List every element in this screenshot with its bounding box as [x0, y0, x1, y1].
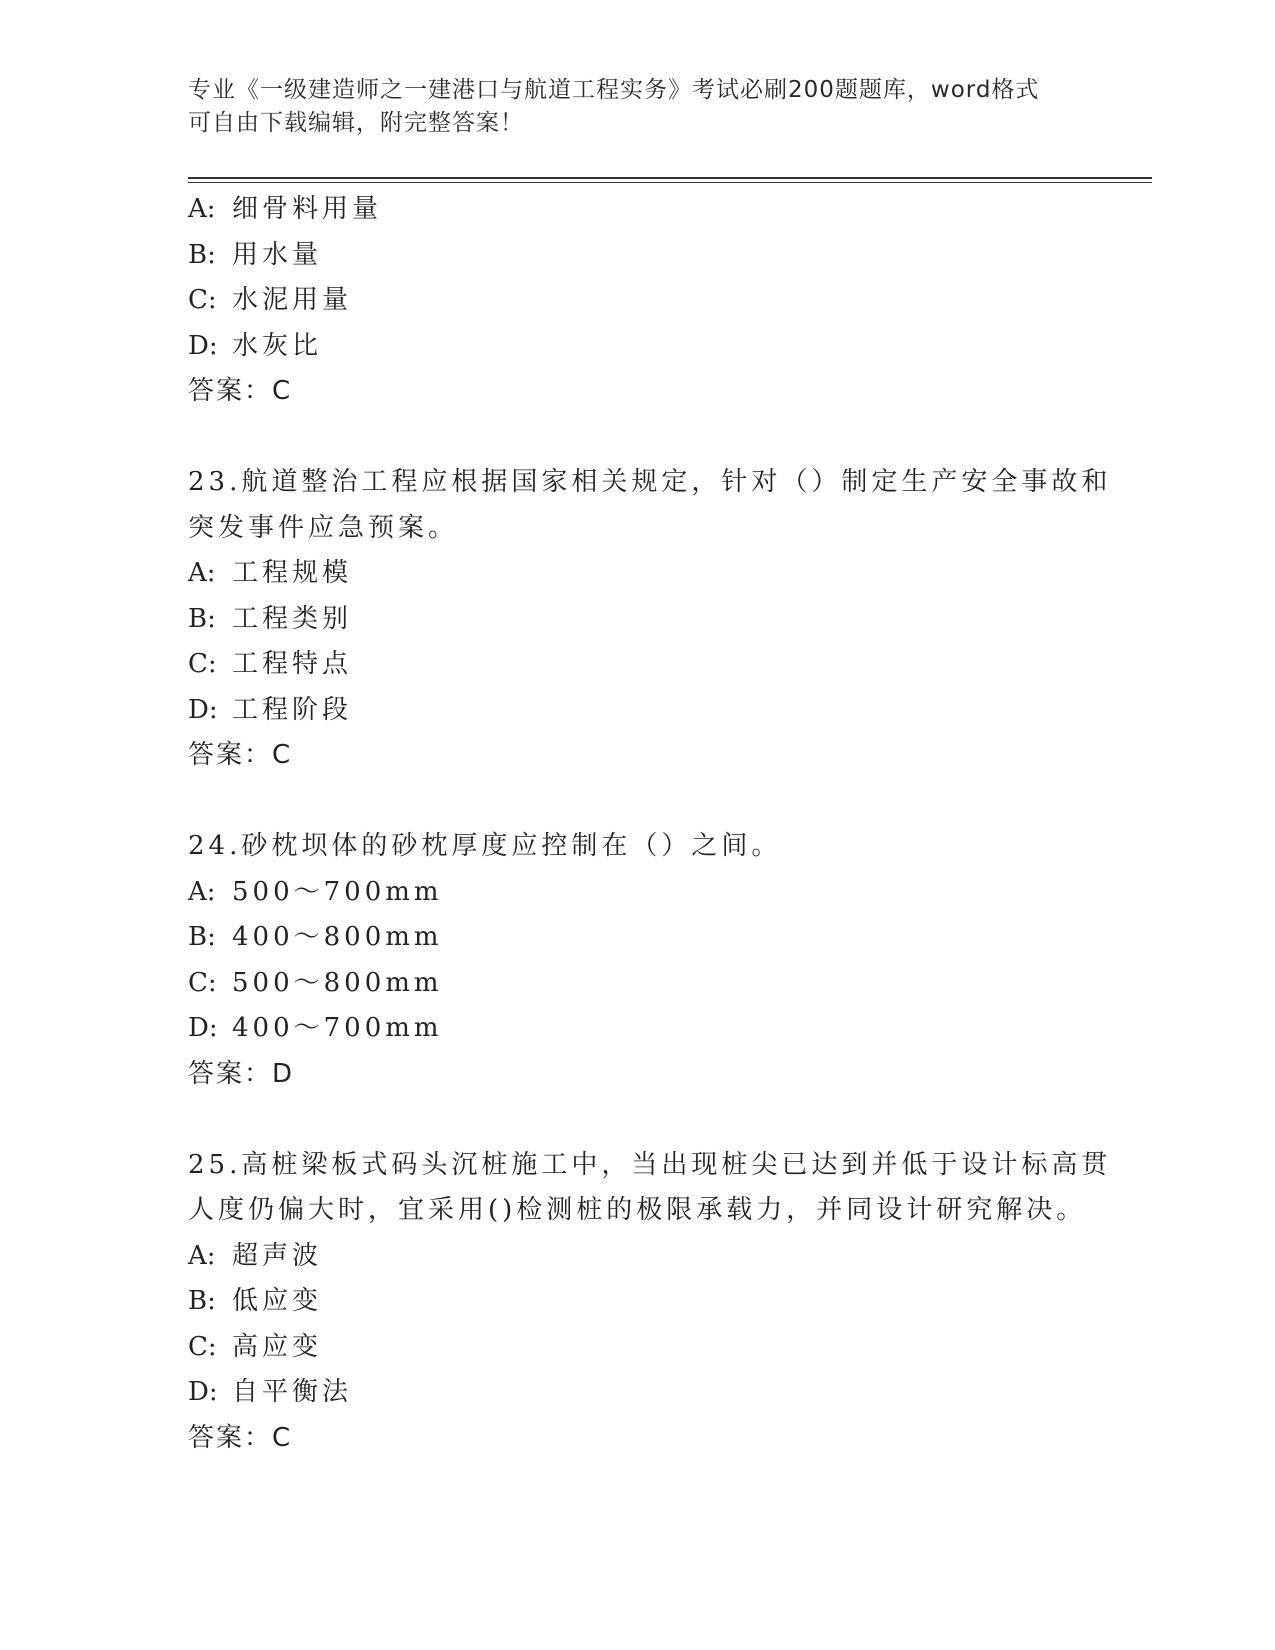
option-b	[188, 915, 1088, 961]
answer-label: 答案：	[188, 376, 273, 406]
answer-label: 答案：	[188, 740, 273, 770]
question-list	[188, 187, 1112, 1461]
answer-line	[188, 369, 1088, 415]
option-text: 500～700mm	[232, 876, 443, 907]
answer-label: 答案：	[188, 1422, 273, 1453]
option-b	[188, 597, 1088, 643]
option-c	[188, 1325, 1088, 1371]
option-d	[188, 688, 1088, 734]
answer-value: D	[272, 1058, 293, 1089]
option-d	[188, 1370, 1088, 1416]
option-text: 400～700mm	[232, 1013, 443, 1043]
question-block-22	[188, 187, 1088, 415]
question-text-line: 23.航道整治工程应根据国家相关规定，针对（）制定生产安全事故和	[188, 467, 1112, 497]
option-text: 工程规模	[232, 558, 353, 588]
question-text-line: 突发事件应急预案。	[188, 512, 459, 543]
option-key: B:	[188, 603, 216, 634]
option-key: A:	[188, 876, 216, 907]
answer-value: C	[272, 740, 291, 770]
option-key: B:	[188, 922, 216, 952]
answer-value: C	[272, 376, 291, 406]
option-text: 工程特点	[232, 649, 353, 679]
option-a	[188, 551, 1088, 597]
option-b	[188, 233, 1088, 279]
option-d	[188, 324, 1088, 370]
header-title-line-2: 可自由下载编辑，附完整答案！	[188, 110, 524, 136]
question-block-25	[188, 1143, 1112, 1462]
answer-label: 答案：	[188, 1058, 273, 1089]
option-key: C:	[188, 285, 217, 315]
question-block-24	[188, 824, 1088, 1097]
option-text: 水灰比	[232, 330, 323, 361]
option-text: 工程阶段	[232, 694, 353, 725]
option-key: D:	[188, 1013, 218, 1043]
option-text: 用水量	[232, 239, 323, 270]
option-key: C:	[188, 649, 217, 679]
option-text: 工程类别	[232, 603, 353, 634]
answer-value: C	[272, 1422, 291, 1453]
page-header	[188, 74, 1068, 140]
option-text: 400～800mm	[232, 922, 443, 952]
option-key: D:	[188, 330, 218, 361]
question-block-23	[188, 460, 1112, 779]
answer-line	[188, 733, 1088, 779]
question-text-line: 24.砂枕坝体的砂枕厚度应控制在（）之间。	[188, 831, 782, 861]
option-text: 500～800mm	[232, 967, 443, 998]
option-key: D:	[188, 694, 218, 725]
option-b	[188, 1279, 1088, 1325]
question-text-line: 人度仍偏大时，宜采用()检测桩的极限承载力，并同设计研究解决。	[188, 1195, 1087, 1225]
option-text: 水泥用量	[232, 285, 353, 315]
header-title-line-1: 专业《一级建造师之一建港口与航道工程实务》考试必刷200题题库，word格式	[188, 77, 1040, 103]
option-text: 低应变	[232, 1286, 323, 1316]
option-c	[188, 642, 1088, 688]
option-key: B:	[188, 239, 216, 270]
header-divider	[188, 177, 1152, 183]
option-d	[188, 1006, 1088, 1052]
option-c	[188, 961, 1088, 1007]
answer-line	[188, 1052, 1088, 1098]
option-key: A:	[188, 1240, 216, 1271]
question-text-line: 25.高桩梁板式码头沉桩施工中，当出现桩尖已达到并低于设计标高贯	[188, 1149, 1112, 1180]
option-a	[188, 187, 1088, 233]
option-key: C:	[188, 1331, 217, 1362]
option-key: C:	[188, 967, 217, 998]
option-key: A:	[188, 194, 216, 224]
option-text: 高应变	[232, 1331, 323, 1362]
option-a	[188, 1234, 1088, 1280]
option-text: 超声波	[232, 1240, 323, 1271]
option-key: B:	[188, 1286, 216, 1316]
option-text: 自平衡法	[232, 1377, 353, 1407]
option-key: A:	[188, 558, 216, 588]
option-a	[188, 870, 1088, 916]
option-c	[188, 278, 1088, 324]
option-key: D:	[188, 1377, 218, 1407]
option-text: 细骨料用量	[232, 194, 383, 224]
answer-line	[188, 1416, 1088, 1462]
